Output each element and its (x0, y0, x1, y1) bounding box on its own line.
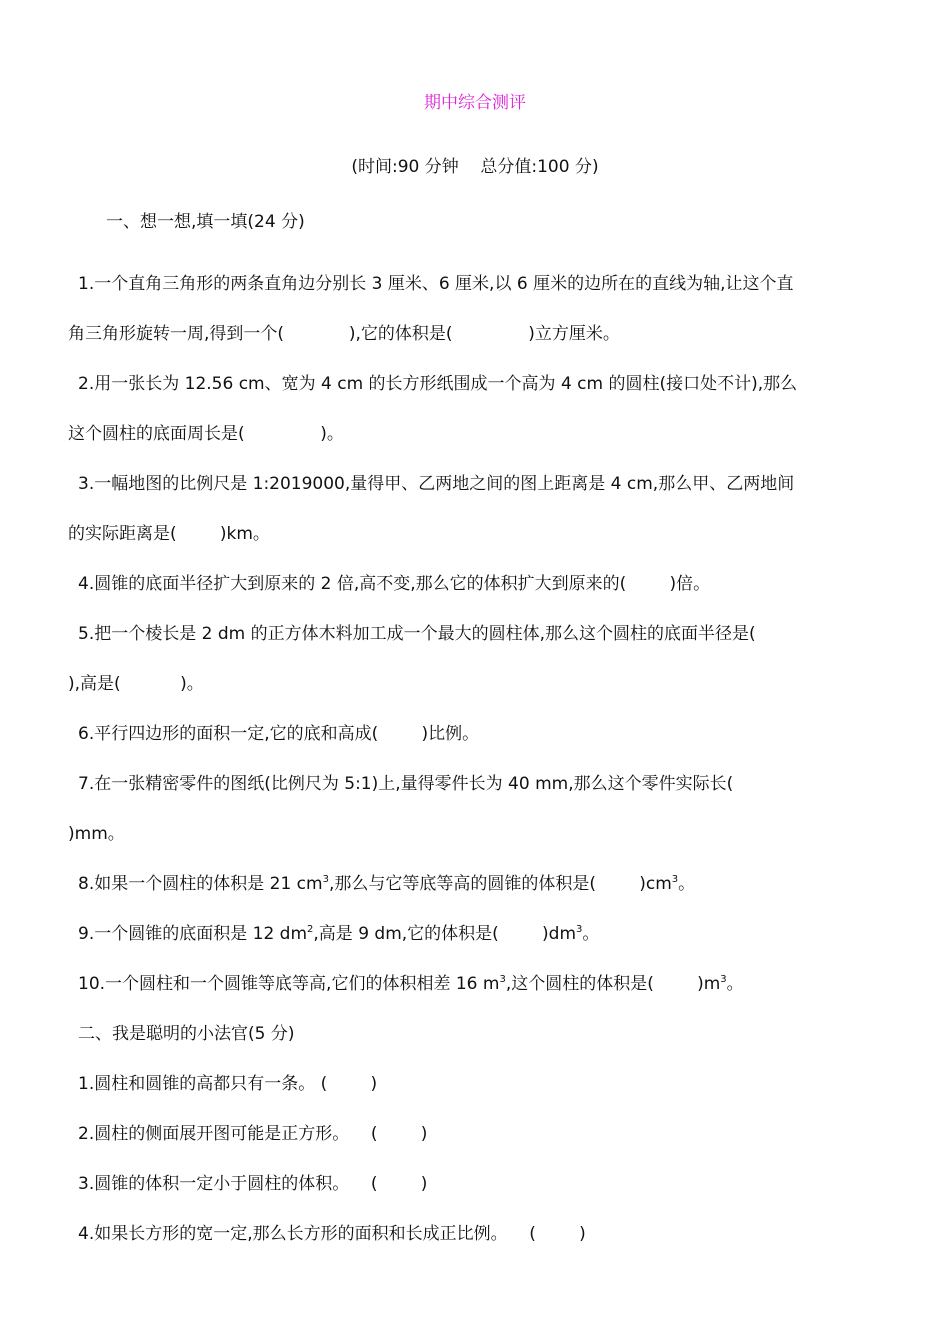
question-9-text-a: 9.一个圆锥的底面积是 12 dm (78, 924, 308, 944)
superscript: 3 (720, 974, 727, 985)
question-8-text-a: 8.如果一个圆柱的体积是 21 cm (78, 874, 323, 894)
question-10 (78, 972, 744, 996)
question-8-text-b: ,那么与它等底等高的圆锥的体积是( )cm (328, 874, 672, 894)
judge-question-2: 2.圆柱的侧面展开图可能是正方形。 ( ) (78, 1124, 428, 1144)
exam-info: (时间:90 分钟 总分值:100 分) (351, 157, 599, 177)
superscript: 3 (671, 874, 679, 885)
question-1-line-1: 1.一个直角三角形的两条直角边分别长 3 厘米、6 厘米,以 6 厘米的边所在的直线为轴,让这个直 (78, 274, 794, 294)
question-2-line-1: 2.用一张长为 12.56 cm、宽为 4 cm 的长方形纸围成一个高为 4 cm 的圆柱(接口处不计),那么 (78, 374, 798, 394)
superscript: 3 (576, 924, 583, 935)
question-9-text-c: 。 (582, 924, 600, 944)
question-8-text-c: 。 (678, 874, 696, 894)
question-10-text-a: 10.一个圆柱和一个圆锥等底等高,它们的体积相差 16 m (78, 974, 500, 994)
question-3-line-2: 的实际距离是( )km。 (68, 524, 270, 544)
question-1-line-2: 角三角形旋转一周,得到一个( ),它的体积是( )立方厘米。 (68, 324, 620, 344)
judge-question-3: 3.圆锥的体积一定小于圆柱的体积。 ( ) (78, 1174, 428, 1194)
question-4: 4.圆锥的底面半径扩大到原来的 2 倍,高不变,那么它的体积扩大到原来的( )倍。 (78, 574, 711, 594)
question-5-line-1: 5.把一个棱长是 2 dm 的正方体木料加工成一个最大的圆柱体,那么这个圆柱的底面半径是( (78, 624, 756, 644)
question-10-text-c: 。 (726, 974, 744, 994)
question-5-line-2: ),高是( )。 (68, 674, 204, 694)
judge-question-4: 4.如果长方形的宽一定,那么长方形的面积和长成正比例。 ( ) (78, 1224, 586, 1244)
question-2-line-2: 这个圆柱的底面周长是( )。 (68, 424, 344, 444)
superscript: 2 (307, 924, 314, 935)
question-3-line-1: 3.一幅地图的比例尺是 1:2019000,量得甲、乙两地之间的图上距离是 4 cm,那么甲、乙两地间 (78, 474, 795, 494)
superscript: 3 (322, 874, 329, 885)
question-6: 6.平行四边形的面积一定,它的底和高成( )比例。 (78, 724, 480, 744)
judge-question-1: 1.圆柱和圆锥的高都只有一条。 ( ) (78, 1074, 378, 1094)
question-8 (78, 872, 695, 896)
section-1-heading: 一、想一想,填一填(24 分) (106, 212, 305, 232)
question-7-line-2: )mm。 (68, 824, 125, 844)
question-9 (78, 922, 599, 946)
question-10-text-b: ,这个圆柱的体积是( )m (505, 974, 721, 994)
section-2-heading: 二、我是聪明的小法官(5 分) (78, 1024, 295, 1044)
question-9-text-b: ,高是 9 dm,它的体积是( )dm (313, 924, 577, 944)
superscript: 3 (499, 974, 506, 985)
question-7-line-1: 7.在一张精密零件的图纸(比例尺为 5:1)上,量得零件长为 40 mm,那么这个零件实际长( (78, 774, 734, 794)
page-title: 期中综合测评 (424, 93, 526, 113)
